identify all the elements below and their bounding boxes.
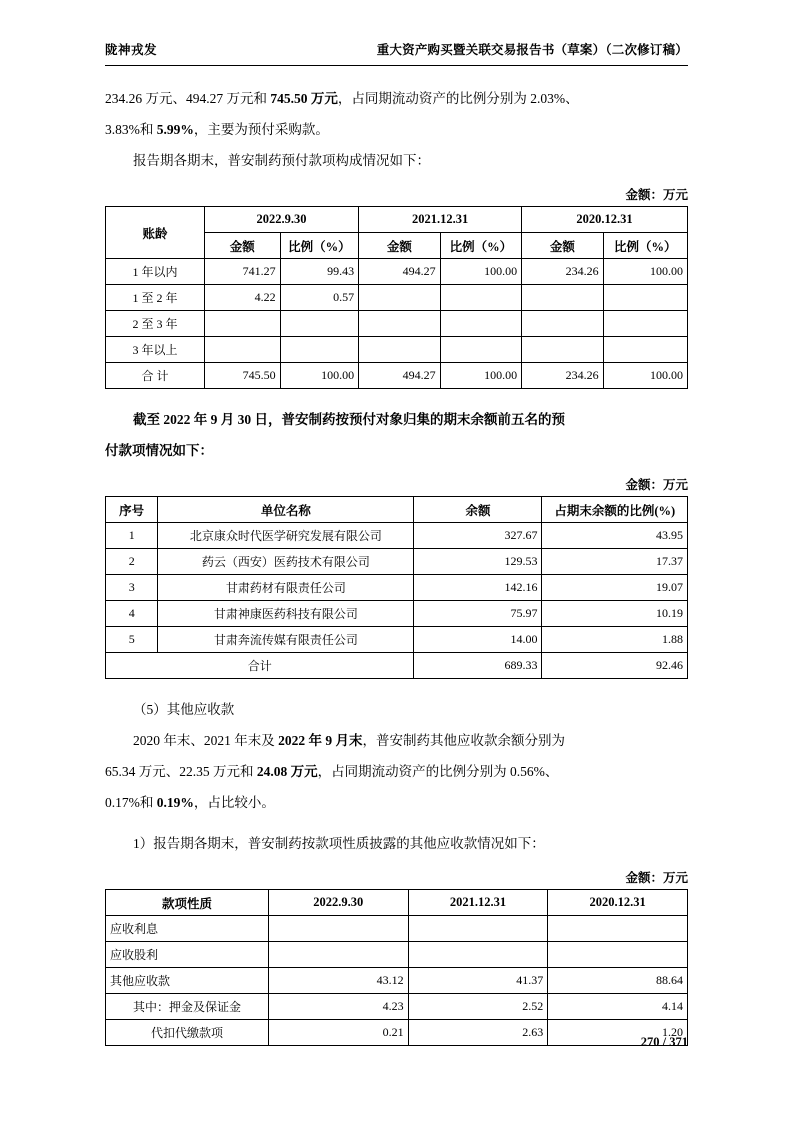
cell-value xyxy=(408,942,548,968)
cell-value: 0.21 xyxy=(268,1020,408,1046)
table-row-header xyxy=(106,890,688,916)
cell-value: 4.23 xyxy=(268,994,408,1020)
cell-aging-label: 3 年以上 xyxy=(106,337,205,363)
cell-value: 4.14 xyxy=(548,994,688,1020)
cell-company: 北京康众时代医学研究发展有限公司 xyxy=(158,523,414,549)
cell-value: 745.50 xyxy=(204,363,280,389)
th-pct-3: 比例（%） xyxy=(603,233,687,259)
cell-index: 5 xyxy=(106,627,158,653)
table-row-total xyxy=(106,653,688,679)
cell-index: 4 xyxy=(106,601,158,627)
cell-company: 甘肃神康医药科技有限公司 xyxy=(158,601,414,627)
th-aging: 账龄 xyxy=(106,207,205,259)
cell-balance: 327.67 xyxy=(414,523,542,549)
cell-nature-label: 代扣代缴款项 xyxy=(106,1020,269,1046)
cell-value xyxy=(359,285,440,311)
table-row xyxy=(106,259,688,285)
text-seg: ，主要为预付采购款。 xyxy=(193,122,329,137)
paragraph-table1-lead: 报告期各期末，普安制药预付款项构成情况如下： xyxy=(133,153,430,168)
cell-aging-label: 1 年以内 xyxy=(106,259,205,285)
cell-value: 1.20 xyxy=(548,1020,688,1046)
cell-balance-pct: 1.88 xyxy=(542,627,688,653)
cell-value xyxy=(603,285,687,311)
cell-value xyxy=(280,337,359,363)
table-top5-prepayment xyxy=(105,496,688,679)
paragraph-prepayment-intro-2 xyxy=(105,115,688,144)
cell-total-label: 合 计 xyxy=(106,363,205,389)
table-row xyxy=(106,994,688,1020)
cell-nature-label: 应收利息 xyxy=(106,916,269,942)
cell-nature-label: 其中：押金及保证金 xyxy=(106,994,269,1020)
cell-value xyxy=(268,942,408,968)
th-balance: 余额 xyxy=(414,497,542,523)
cell-value: 2.52 xyxy=(408,994,548,1020)
th-nature: 款项性质 xyxy=(106,890,269,916)
cell-value: 0.57 xyxy=(280,285,359,311)
cell-value xyxy=(440,311,521,337)
cell-value: 2.63 xyxy=(408,1020,548,1046)
cell-balance-pct: 10.19 xyxy=(542,601,688,627)
cell-value: 100.00 xyxy=(603,363,687,389)
text-seg: ，占同期流动资产的比例分别为 0.56%、 xyxy=(317,764,559,779)
cell-value xyxy=(548,916,688,942)
text-seg-bold: 24.08 万元 xyxy=(256,764,318,779)
header-divider xyxy=(105,65,688,66)
table-row xyxy=(106,1020,688,1046)
paragraph-top5-lead-1: 截至 2022 年 9 月 30 日，普安制药按预付对象归集的期末余额前五名的预 xyxy=(133,412,565,427)
cell-value: 100.00 xyxy=(280,363,359,389)
table-row xyxy=(106,549,688,575)
cell-value: 99.43 xyxy=(280,259,359,285)
table-row-header1 xyxy=(106,207,688,233)
paragraph-other-receivables-2 xyxy=(105,757,688,786)
cell-value xyxy=(603,311,687,337)
table-row xyxy=(106,916,688,942)
text-seg: 2020 年末、2021 年末及 xyxy=(133,733,279,748)
table-row xyxy=(106,337,688,363)
table-row xyxy=(106,285,688,311)
table-row xyxy=(106,523,688,549)
table-row-total xyxy=(106,363,688,389)
text-seg: 0.17%和 xyxy=(105,795,157,810)
cell-aging-label: 2 至 3 年 xyxy=(106,311,205,337)
th-amount-3: 金额 xyxy=(522,233,603,259)
cell-balance: 75.97 xyxy=(414,601,542,627)
text-seg-bold: 745.50 万元 xyxy=(270,91,338,106)
cell-balance-pct: 43.95 xyxy=(542,523,688,549)
th-period-2020: 2020.12.31 xyxy=(522,207,688,233)
th-index: 序号 xyxy=(106,497,158,523)
cell-nature-label: 应收股利 xyxy=(106,942,269,968)
cell-total-balance: 689.33 xyxy=(414,653,542,679)
cell-value xyxy=(522,285,603,311)
paragraph-other-receivables-3 xyxy=(105,788,688,817)
cell-company: 甘肃药材有限责任公司 xyxy=(158,575,414,601)
text-seg-bold: 5.99% xyxy=(156,122,194,137)
text-seg-bold: 2022 年 9 月末 xyxy=(278,733,363,748)
paragraph-table3-lead: 1）报告期各期末，普安制药按款项性质披露的其他应收款情况如下： xyxy=(133,836,545,851)
cell-value: 88.64 xyxy=(548,968,688,994)
cell-company: 甘肃奔流传媒有限责任公司 xyxy=(158,627,414,653)
page-number: 270 / 371 xyxy=(640,1035,688,1049)
cell-value xyxy=(280,311,359,337)
spacer xyxy=(105,679,688,695)
table-row xyxy=(106,311,688,337)
cell-value: 100.00 xyxy=(440,259,521,285)
cell-value xyxy=(522,311,603,337)
text-seg-bold: 0.19% xyxy=(156,795,194,810)
th-pct-1: 比例（%） xyxy=(280,233,359,259)
th-amount-2: 金额 xyxy=(359,233,440,259)
cell-index: 2 xyxy=(106,549,158,575)
cell-value xyxy=(408,916,548,942)
cell-total-label: 合计 xyxy=(106,653,414,679)
table-row xyxy=(106,575,688,601)
spacer xyxy=(105,819,688,829)
cell-value: 41.37 xyxy=(408,968,548,994)
cell-value: 234.26 xyxy=(522,363,603,389)
cell-total-pct: 92.46 xyxy=(542,653,688,679)
th-pct-2: 比例（%） xyxy=(440,233,521,259)
text-seg: ，普安制药其他应收款余额分别为 xyxy=(362,733,565,748)
cell-value xyxy=(522,337,603,363)
th-period-2021: 2021.12.31 xyxy=(408,890,548,916)
cell-balance: 142.16 xyxy=(414,575,542,601)
cell-balance-pct: 17.37 xyxy=(542,549,688,575)
cell-value xyxy=(440,337,521,363)
unit-note-table1: 金额：万元 xyxy=(625,188,688,202)
table-prepayment-aging xyxy=(105,206,688,389)
cell-value xyxy=(268,916,408,942)
cell-value: 494.27 xyxy=(359,259,440,285)
table-row-header xyxy=(106,497,688,523)
th-period-2022: 2022.9.30 xyxy=(268,890,408,916)
spacer xyxy=(105,389,688,405)
cell-balance: 14.00 xyxy=(414,627,542,653)
header-company-name: 陇神戎发 xyxy=(105,43,158,57)
cell-value xyxy=(359,311,440,337)
paragraph-top5-lead-2: 付款项情况如下： xyxy=(105,443,213,458)
cell-value xyxy=(204,311,280,337)
paragraph-other-receivables-1 xyxy=(105,726,688,755)
cell-value xyxy=(359,337,440,363)
text-seg: 234.26 万元、494.27 万元和 xyxy=(105,91,271,106)
cell-index: 3 xyxy=(106,575,158,601)
cell-value: 234.26 xyxy=(522,259,603,285)
header-document-title: 重大资产购买暨关联交易报告书（草案）（二次修订稿） xyxy=(376,43,688,57)
cell-value xyxy=(440,285,521,311)
table-row xyxy=(106,942,688,968)
cell-value: 4.22 xyxy=(204,285,280,311)
cell-value: 100.00 xyxy=(440,363,521,389)
table-row xyxy=(106,601,688,627)
text-seg: ，占同期流动资产的比例分别为 2.03%、 xyxy=(337,91,579,106)
cell-value xyxy=(603,337,687,363)
cell-value: 100.00 xyxy=(603,259,687,285)
document-header xyxy=(105,40,688,63)
paragraph-section-title-other-receivables: （5）其他应收款 xyxy=(133,702,235,717)
th-period-2022: 2022.9.30 xyxy=(204,207,358,233)
table-row xyxy=(106,968,688,994)
paragraph-prepayment-intro xyxy=(105,84,688,113)
text-seg: 65.34 万元、22.35 万元和 xyxy=(105,764,257,779)
text-seg: 3.83%和 xyxy=(105,122,157,137)
cell-value: 741.27 xyxy=(204,259,280,285)
th-company: 单位名称 xyxy=(158,497,414,523)
cell-nature-label: 其他应收款 xyxy=(106,968,269,994)
cell-balance: 129.53 xyxy=(414,549,542,575)
page-content xyxy=(105,40,688,1046)
text-seg: ，占比较小。 xyxy=(193,795,275,810)
unit-note-table3: 金额：万元 xyxy=(625,871,688,885)
cell-value: 43.12 xyxy=(268,968,408,994)
cell-company: 药云（西安）医药技术有限公司 xyxy=(158,549,414,575)
cell-value xyxy=(204,337,280,363)
cell-balance-pct: 19.07 xyxy=(542,575,688,601)
th-balance-pct: 占期末余额的比例(%) xyxy=(542,497,688,523)
th-period-2020: 2020.12.31 xyxy=(548,890,688,916)
cell-value: 494.27 xyxy=(359,363,440,389)
cell-index: 1 xyxy=(106,523,158,549)
unit-note-table2: 金额：万元 xyxy=(625,478,688,492)
table-row xyxy=(106,627,688,653)
cell-aging-label: 1 至 2 年 xyxy=(106,285,205,311)
th-amount-1: 金额 xyxy=(204,233,280,259)
cell-value xyxy=(548,942,688,968)
table-other-receivables-nature xyxy=(105,889,688,1046)
th-period-2021: 2021.12.31 xyxy=(359,207,522,233)
